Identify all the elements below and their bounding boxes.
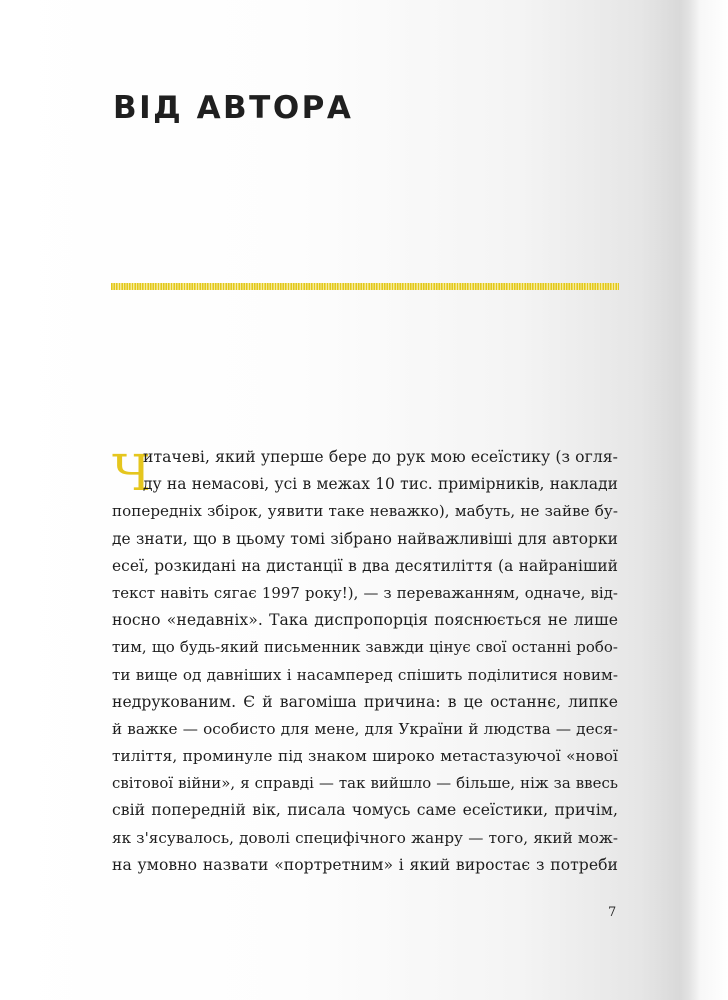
text-line: текст навіть сягає 1997 року!), — з переважанням, одначе, від- — [112, 583, 618, 602]
decorative-rule — [111, 283, 619, 290]
text-line: як з'ясувалось, доволі специфічного жанру — того, який мож- — [112, 828, 618, 847]
body-paragraph — [112, 444, 618, 879]
text-line: ду на немасові, усі в межах 10 тис. примірників, наклади — [143, 475, 618, 494]
text-line: світової війни», я справді — так вийшло — більше, ніж за ввесь — [112, 774, 618, 793]
chapter-title: ВІД АВТОРА — [113, 90, 354, 126]
text-line: де знати, що в цьому томі зібрано найважливіші для авторки — [112, 529, 618, 548]
text-line: тим, що будь-який письменник завжди цінує свої останні робо- — [112, 638, 618, 657]
drop-cap: Ч — [112, 444, 151, 502]
text-line: носно «недавніх». Така диспропорція пояснюється не лише — [112, 611, 618, 630]
text-line: ти вище од давніших і насамперед спішить поділитися новим- — [112, 665, 618, 684]
text-line: итачеві, який уперше бере до рук мою есеїстику (з огля- — [143, 448, 618, 466]
text-line: есеї, розкидані на дистанції в два десятиліття (а найраніший — [112, 556, 618, 575]
text-line: на умовно назвати «портретним» і який виростає з потреби — [112, 855, 618, 874]
text-line: й важке — особисто для мене, для України й людства — деся- — [112, 719, 618, 738]
page-number: 7 — [608, 905, 617, 920]
text-line: недрукованим. Є й вагоміша причина: в це останнє, липке — [112, 692, 618, 711]
text-line: свій попередній вік, писала чомусь саме есеїстики, причім, — [112, 801, 618, 820]
text-line: попередніх збірок, уявити таке неважко), мабуть, не зайве бу- — [112, 502, 618, 521]
text-line: тиліття, проминуле під знаком широко метастазуючої «нової — [112, 747, 618, 766]
